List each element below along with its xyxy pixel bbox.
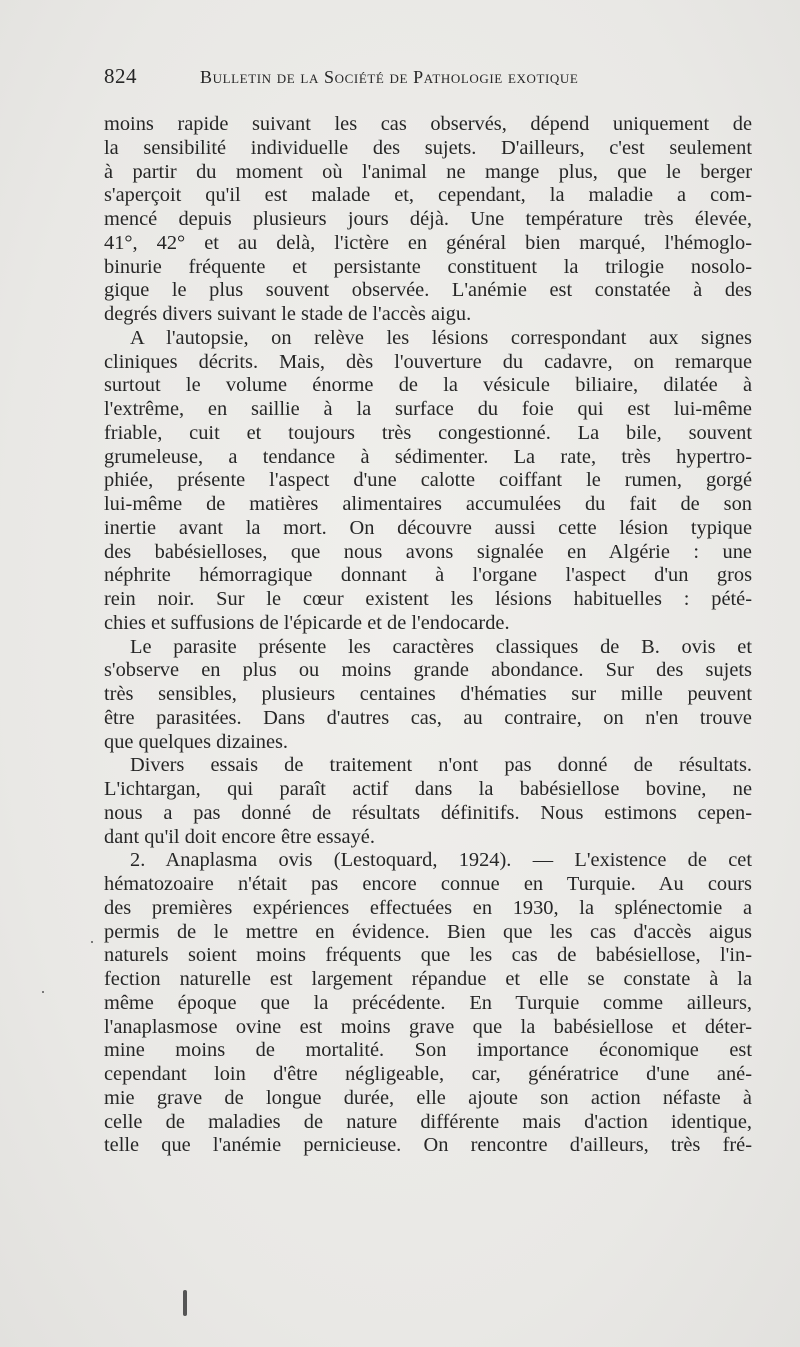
text-line: des babésielloses, que nous avons signalée en Algérie : une — [104, 540, 752, 563]
text-line: L'ichtargan, qui paraît actif dans la babésiellose bovine, ne — [104, 778, 752, 800]
text-line: telle que l'anémie pernicieuse. On rencontre d'ailleurs, très fré- — [104, 1134, 752, 1157]
text-line: rein noir. Sur le cœur existent les lésions habituelles : pété- — [104, 588, 752, 610]
text-line: mie grave de longue durée, elle ajoute son action néfaste à — [104, 1086, 752, 1109]
text-line: très sensibles, plusieurs centaines d'hématies sur mille peuvent — [104, 683, 752, 705]
text-line: chies et suffusions de l'épicarde et de l'endocarde. — [104, 611, 510, 634]
text-line: des premières expériences effectuées en 1930, la splénectomie a — [104, 896, 752, 919]
text-line: Le parasite présente les caractères classiques de B. ovis et — [130, 635, 752, 658]
text-line: surtout le volume énorme de la vésicule biliaire, dilatée à — [104, 374, 752, 397]
text-line: s'aperçoit qu'il est malade et, cependant, la maladie a com- — [104, 184, 752, 207]
text-line: phiée, présente l'aspect d'une calotte coiffant le rumen, gorgé — [104, 469, 752, 492]
text-line: permis de le mettre en évidence. Bien que les cas d'accès aigus — [104, 920, 752, 943]
text-line: naturels soient moins fréquents que les cas de babésiellose, l'in- — [104, 944, 752, 967]
text-line: dant qu'il doit encore être essayé. — [104, 825, 375, 848]
text-line: celle de maladies de nature différente mais d'action identique, — [104, 1110, 752, 1133]
paper-speck — [183, 1290, 187, 1316]
text-line: lui-même de matières alimentaires accumulées du fait de son — [104, 493, 752, 515]
text-line: s'observe en plus ou moins grande abondance. Sur des sujets — [104, 659, 752, 682]
text-line: fection naturelle est largement répandue et elle se constate à la — [104, 968, 752, 990]
text-line: être parasitées. Dans d'autres cas, au contraire, on n'en trouve — [104, 706, 752, 729]
text-line: cependant loin d'être négligeable, car, génératrice d'une ané- — [104, 1063, 752, 1085]
text-line: mine moins de mortalité. Son importance économique est — [104, 1039, 752, 1062]
text-line: que quelques dizaines. — [104, 730, 289, 753]
text-line: à partir du moment où l'animal ne mange plus, que le berger — [104, 160, 752, 183]
text-line: friable, cuit et toujours très congestionné. La bile, souvent — [104, 421, 752, 444]
text-line: même époque que la précédente. En Turquie comme ailleurs, — [104, 991, 752, 1014]
body-text — [104, 113, 752, 1158]
text-line: moins rapide suivant les cas observés, dépend uniquement de — [104, 113, 752, 135]
text-line: néphrite hémorragique donnant à l'organe l'aspect d'un gros — [104, 564, 752, 587]
text-line: la sensibilité individuelle des sujets. D'ailleurs, c'est seulement — [104, 136, 752, 159]
text-line: nous a pas donné de résultats définitifs. Nous estimons cepen- — [104, 801, 752, 824]
running-head: Bulletin de la Société de Pathologie exotique — [200, 67, 579, 87]
text-line: l'extrême, en saillie à la surface du foie qui est lui-même — [104, 398, 752, 420]
text-line: A l'autopsie, on relève les lésions correspondant aux signes — [130, 326, 752, 349]
text-line: 41°, 42° et au delà, l'ictère en général bien marqué, l'hémoglo- — [104, 231, 752, 254]
text-line: degrés divers suivant le stade de l'accès aigu. — [104, 303, 472, 325]
paper-speck — [91, 941, 93, 943]
text-line: 2. Anaplasma ovis (Lestoquard, 1924). — L'existence de cet — [130, 849, 752, 872]
text-line: Divers essais de traitement n'ont pas donné de résultats. — [130, 754, 752, 777]
text-line: gique le plus souvent observée. L'anémie est constatée à des — [104, 279, 752, 302]
text-line: hématozoaire n'était pas encore connue en Turquie. Au cours — [104, 873, 752, 895]
text-line: l'anaplasmose ovine est moins grave que la babésiellose et déter- — [104, 1015, 752, 1038]
page-header — [104, 64, 764, 94]
paper-speck — [42, 991, 44, 993]
text-line: inertie avant la mort. On découvre aussi cette lésion typique — [104, 516, 752, 539]
page-number: 824 — [104, 64, 137, 88]
text-line: cliniques décrits. Mais, dès l'ouverture du cadavre, on remarque — [104, 350, 752, 373]
text-line: binurie fréquente et persistante constituent la trilogie nosolo- — [104, 255, 752, 278]
text-line: mencé depuis plusieurs jours déjà. Une température très élevée, — [104, 208, 752, 230]
text-line: grumeleuse, a tendance à sédimenter. La rate, très hypertro- — [104, 445, 752, 468]
